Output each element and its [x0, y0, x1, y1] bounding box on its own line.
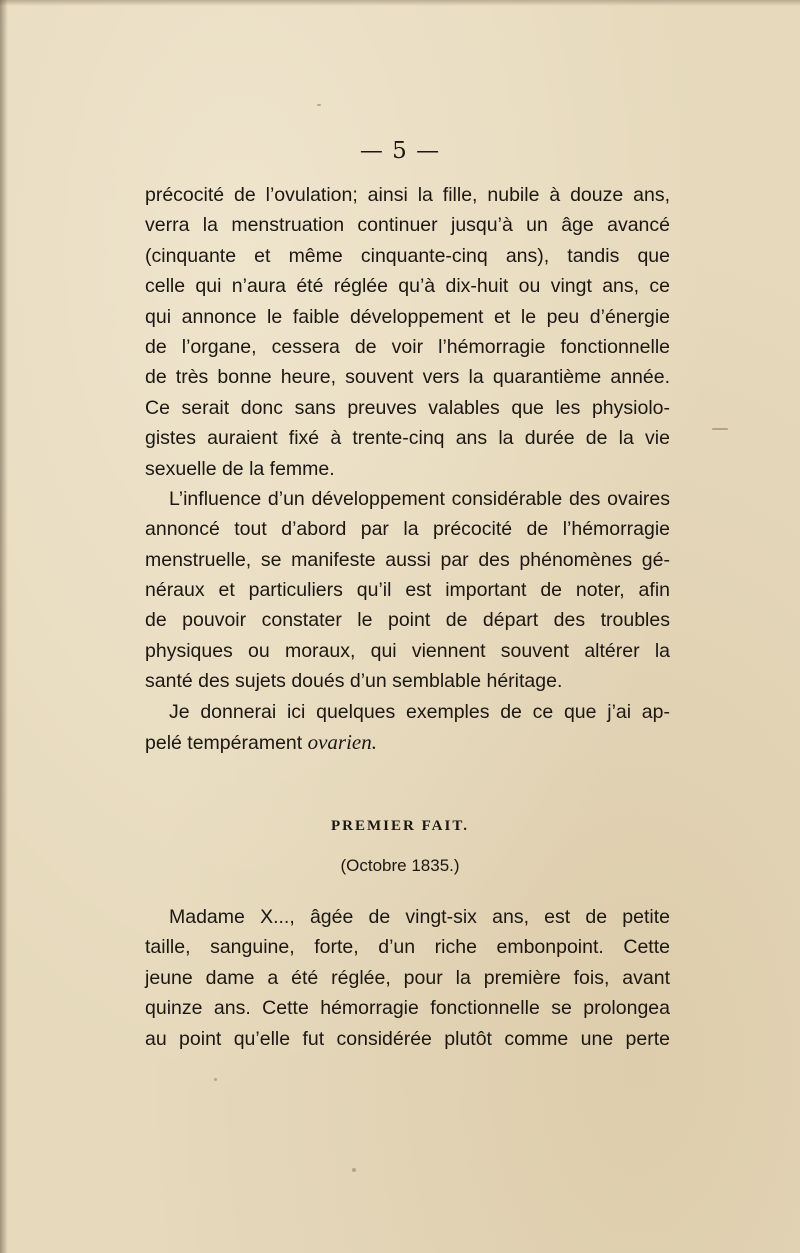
text-line: physiques ou moraux, qui viennent souvent altérer la	[145, 639, 670, 662]
text-line: santé des sujets doués d’un semblable héritage.	[145, 670, 563, 693]
text-line: précocité de l’ovulation; ainsi la fille, nubile à douze ans,	[145, 184, 670, 206]
text-line: néraux et particuliers qu’il est important de noter, afin	[145, 579, 670, 602]
page-top-edge	[0, 0, 800, 6]
section-heading: PREMIER FAIT.	[331, 818, 469, 834]
text-line: jeune dame a été réglée, pour la première fois, avant	[145, 966, 670, 989]
italic-word: ovarien.	[307, 730, 377, 755]
text-line: qui annonce le faible développement et le peu d’énergie	[145, 305, 670, 328]
text-line: quinze ans. Cette hémorragie fonctionnelle se prolongea	[145, 997, 670, 1020]
text-fragment: pelé tempérament	[145, 732, 303, 755]
text-line: gistes auraient fixé à trente-cinq ans la durée de la vie	[145, 427, 670, 450]
paper-speck	[712, 428, 728, 430]
page-left-edge	[0, 0, 8, 1253]
text-line: L’influence d’un développement considérable des ovaires	[169, 487, 670, 510]
body-text-top	[145, 180, 670, 757]
text-line-with-italic	[145, 727, 670, 757]
paper-speck	[352, 1168, 356, 1172]
text-line: menstruelle, se manifeste aussi par des phénomènes gé-	[145, 548, 670, 571]
text-line: de pouvoir constater le point de départ des troubles	[145, 609, 670, 632]
paper-speck	[317, 104, 321, 106]
text-line: sexuelle de la femme.	[145, 457, 335, 480]
section-date: (Octobre 1835.)	[340, 856, 460, 875]
text-line: annoncé tout d’abord par la précocité de l’hémorragie	[145, 518, 670, 541]
text-line: Ce serait donc sans preuves valables que les physiolo-	[145, 396, 670, 419]
text-line: taille, sanguine, forte, d’un riche embonpoint. Cette	[145, 936, 670, 959]
text-line: verra la menstruation continuer jusqu’à un âge avancé	[145, 214, 670, 237]
paper-speck	[214, 1078, 217, 1081]
text-line: Madame X..., âgée de vingt-six ans, est de petite	[169, 906, 670, 928]
text-line: de très bonne heure, souvent vers la quarantième année.	[145, 366, 670, 389]
page-number: — 5 —	[359, 138, 441, 164]
text-line: (cinquante et même cinquante-cinq ans), tandis que	[145, 244, 670, 267]
text-line: de l’organe, cessera de voir l’hémorragie fonctionnelle	[145, 335, 670, 358]
body-text-bottom	[145, 902, 670, 1054]
text-line: celle qui n’aura été réglée qu’à dix-huit ou vingt ans, ce	[145, 275, 670, 298]
text-line: Je donnerai ici quelques exemples de ce que j’ai ap-	[169, 700, 670, 723]
text-line: au point qu’elle fut considérée plutôt comme une perte	[145, 1027, 670, 1050]
